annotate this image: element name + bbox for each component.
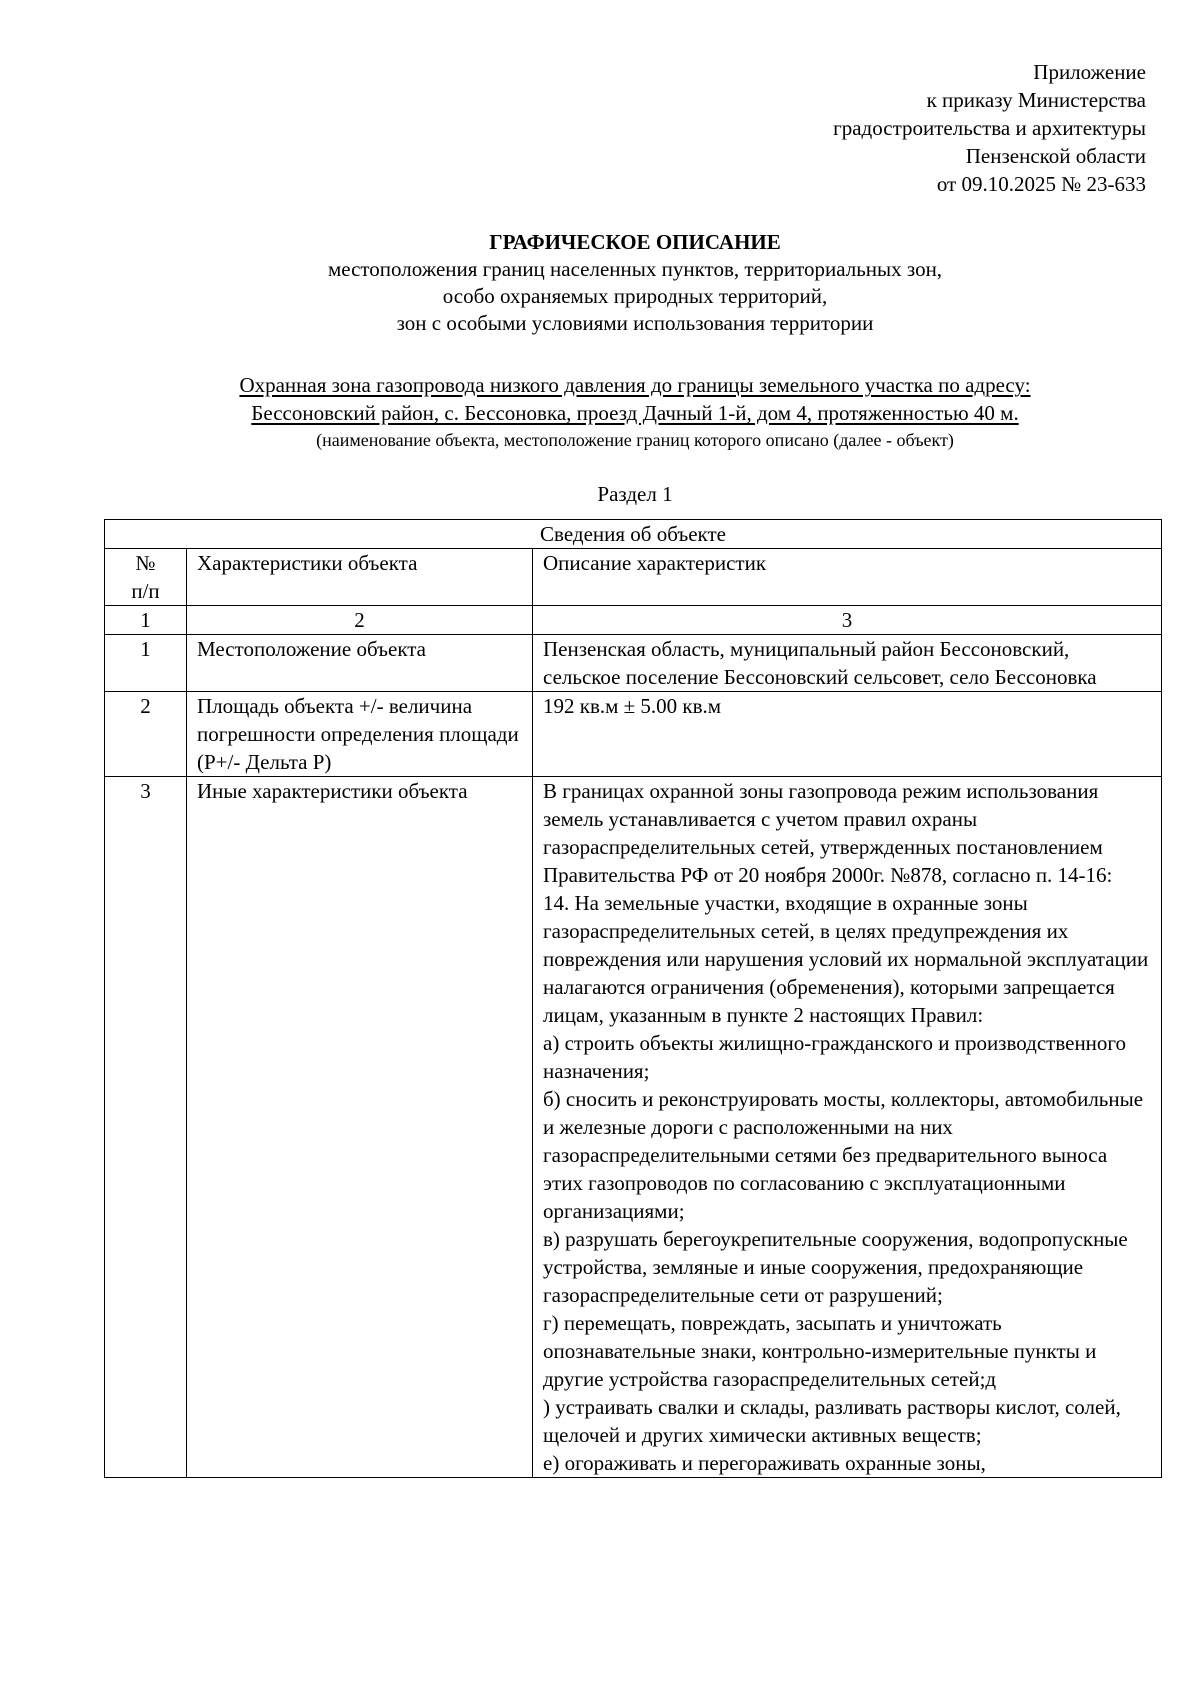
object-info-table	[104, 519, 1162, 1478]
row-description	[533, 777, 1162, 1478]
object-name-line: Охранная зона газопровода низкого давления до границы земельного участка по адресу:	[239, 373, 1031, 397]
object-name-caption: (наименование объекта, местоположение границ которого описано (далее - объект)	[316, 430, 954, 450]
row-characteristic: Площадь объекта +/- величина погрешности определения площади (Р+/- Дельта Р)	[187, 692, 533, 777]
row-characteristic: Иные характеристики объекта	[187, 777, 533, 1478]
appendix-line: Пензенской области	[965, 144, 1146, 168]
table-row	[105, 635, 1162, 692]
description-paragraph: б) сносить и реконструировать мосты, коллекторы, автомобильные и железные дороги с расположенными на них газораспределительными сетями без предварительного выноса этих газопроводов по согласованию с эксплуатационными организациями;	[543, 1087, 1144, 1223]
table-row	[105, 692, 1162, 777]
table-row	[105, 777, 1162, 1478]
row-description: 192 кв.м ± 5.00 кв.м	[533, 692, 1162, 777]
header-number	[105, 549, 187, 606]
appendix-order-date: от 09.10.2025 № 23-633	[936, 172, 1146, 196]
description-paragraph: а) строить объекты жилищно-гражданского и производственного назначения;	[543, 1031, 1127, 1083]
header-number-line: №	[135, 551, 156, 575]
table-caption-row	[105, 520, 1162, 549]
appendix-block	[833, 58, 1146, 198]
document-subtitle: местоположения границ населенных пунктов, территориальных зон,	[327, 257, 943, 281]
index-cell: 3	[533, 606, 1162, 635]
index-cell: 2	[187, 606, 533, 635]
document-subtitle: зон с особыми условиями использования территории	[396, 311, 874, 335]
description-paragraph: в) разрушать берегоукрепительные сооружения, водопропускные устройства, земляные и иные сооружения, предохраняющие газораспределительные сети от разрушений;	[543, 1227, 1128, 1307]
description-paragraph: г) перемещать, повреждать, засыпать и уничтожать опознавательные знаки, контрольно-измерительные пункты и другие устройства газораспределительных сетей;д	[543, 1311, 1097, 1391]
section-label: Раздел 1	[597, 482, 673, 506]
description-paragraph: е) огораживать и перегораживать охранные зоны,	[543, 1451, 986, 1475]
row-number: 3	[105, 777, 187, 1478]
row-number: 1	[105, 635, 187, 692]
document-subtitle: особо охраняемых природных территорий,	[442, 284, 828, 308]
object-name-line: Бессоновский район, с. Бессоновка, проезд Дачный 1-й, дом 4, протяженностью 40 м.	[251, 401, 1019, 425]
description-paragraph: ) устраивать свалки и склады, разливать растворы кислот, солей, щелочей и других химически активных веществ;	[543, 1395, 1121, 1447]
header-number-line: п/п	[131, 579, 160, 603]
row-number: 2	[105, 692, 187, 777]
object-name-block	[0, 371, 1200, 451]
appendix-line: к приказу Министерства	[926, 88, 1146, 112]
description-paragraph: 14. На земельные участки, входящие в охранные зоны газораспределительных сетей, в целях предупреждения их повреждения или нарушения условий их нормальной эксплуатации налагаются ограничения (обременения), которыми запрещается лицам, указанным в пункте 2 настоящих Правил:	[543, 891, 1149, 1027]
row-description: Пензенская область, муниципальный район Бессоновский, сельское поселение Бессоновский сельсовет, село Бессоновка	[533, 635, 1162, 692]
index-cell: 1	[105, 606, 187, 635]
table-caption: Сведения об объекте	[105, 520, 1162, 549]
document-heading	[0, 228, 1200, 337]
header-description: Описание характеристик	[533, 549, 1162, 606]
description-paragraph: В границах охранной зоны газопровода режим использования земель устанавливается с учетом правил охраны газораспределительных сетей, утвержденных постановлением Правительства РФ от 20 ноября 2000г. №878, согласно п. 14-16:	[543, 779, 1113, 887]
table-index-row	[105, 606, 1162, 635]
appendix-line: Приложение	[1033, 60, 1146, 84]
appendix-line: градостроительства и архитектуры	[833, 116, 1146, 140]
document-title: ГРАФИЧЕСКОЕ ОПИСАНИЕ	[489, 230, 781, 254]
table-header-row	[105, 549, 1162, 606]
row-characteristic: Местоположение объекта	[187, 635, 533, 692]
header-characteristics: Характеристики объекта	[187, 549, 533, 606]
